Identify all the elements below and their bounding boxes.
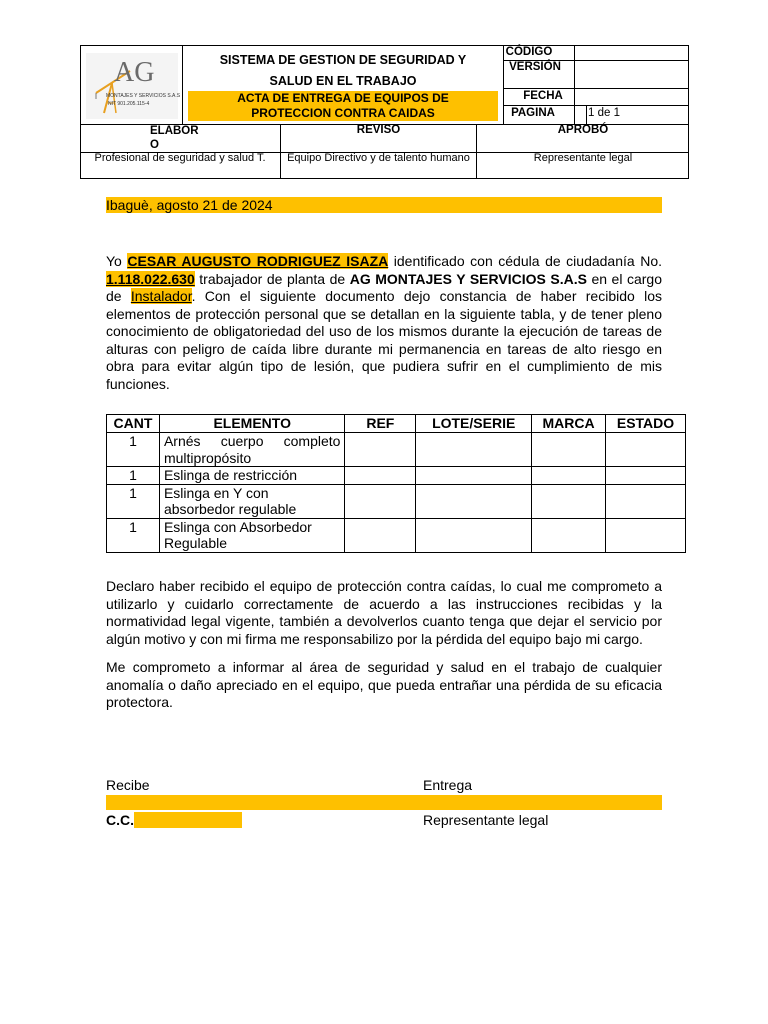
intro-paragraph	[106, 253, 662, 393]
cell-estado	[606, 467, 686, 485]
cell-elemento: Eslinga de restricción	[159, 467, 344, 485]
cell-elemento: Eslinga en Y con absorbedor regulable	[159, 484, 344, 518]
intro-text-5: . Con el siguiente documento dejo constancia de haber recibido los elementos de protección personal que se detallan en la siguiente tabla, y de tener pleno conocimiento de obligatoriedad del uso de los mismos durante la ejecución de tareas de alturas con peligro de caída libre durante mi permanencia en tareas de alto riesgo en obra para evitar algún tipo de lesión, que pudiera sufrir en el cumplimiento de mis funciones.	[106, 288, 662, 392]
logo-line-1: MONTAJES Y SERVICIOS S.A.S	[106, 93, 181, 99]
cell-lote	[416, 433, 532, 467]
cell-lote	[416, 518, 532, 552]
doc-title-2: PROTECCION CONTRA CAIDAS	[251, 106, 435, 120]
cell-estado	[606, 518, 686, 552]
col-ref: REF	[345, 415, 416, 433]
entrega-label: Entrega	[423, 777, 473, 793]
cell-cant: 1	[107, 518, 160, 552]
doc-title-1: ACTA DE ENTREGA DE EQUIPOS DE	[237, 91, 449, 105]
intro-text-3: trabajador de planta de	[194, 270, 350, 287]
col-marca: MARCA	[532, 415, 606, 433]
version-label: VERSIÓN	[509, 61, 561, 73]
fecha-label: FECHA	[523, 90, 563, 102]
signature-line	[106, 795, 662, 810]
cell-marca	[532, 433, 606, 467]
cc-field[interactable]	[134, 812, 242, 828]
cell-estado	[606, 484, 686, 518]
worker-cargo: Instalador	[130, 288, 192, 304]
doc-title-box	[188, 91, 498, 121]
reviso-label: REVISO	[356, 124, 401, 136]
cell-lote	[416, 467, 532, 485]
worker-cedula: 1.118.022.630	[106, 270, 195, 287]
pagina-label: PAGINA	[511, 107, 555, 119]
cell-ref	[345, 467, 416, 485]
aprobo-value: Representante legal	[533, 152, 633, 164]
cell-ref	[345, 518, 416, 552]
cell-elemento: Arnés cuerpo completo multipropósito	[159, 433, 344, 467]
elaboro-label	[150, 124, 199, 152]
reviso-value: Equipo Directivo y de talento humano	[287, 152, 470, 164]
date-line	[106, 197, 662, 213]
table-row	[107, 518, 686, 552]
table-header-row	[107, 415, 686, 433]
elaboro-value: Profesional de seguridad y salud T.	[94, 152, 266, 164]
recibe-label: Recibe	[106, 777, 150, 793]
cell-ref	[345, 484, 416, 518]
cell-marca	[532, 518, 606, 552]
cell-cant: 1	[107, 484, 160, 518]
company-name: AG MONTAJES Y SERVICIOS S.A.S	[349, 270, 587, 287]
equipment-table	[106, 414, 686, 553]
declaration-paragraph-1: Declaro haber recibido el equipo de protección contra caídas, lo cual me comprometo a utilizarlo y cuidarlo correctamente de acuerdo a las instrucciones recibidas y la normatividad legal vigente, también a devolverlos cuanto tenga que dejar el servicio por algún motivo y con mi firma me responsabilizo por la pérdida del equipo bajo mi cargo.	[106, 578, 662, 647]
aprobo-label: APROBÓ	[557, 124, 609, 136]
elaboro-label-1: ELABOR	[150, 125, 199, 137]
cell-lote	[416, 484, 532, 518]
col-estado: ESTADO	[606, 415, 686, 433]
table-row	[107, 484, 686, 518]
table-row	[107, 467, 686, 485]
company-logo	[86, 53, 181, 119]
codigo-label: CÓDIGO	[505, 46, 553, 58]
cell-ref	[345, 433, 416, 467]
cc-label: C.C.	[106, 812, 134, 828]
logo-letters: AG	[114, 57, 155, 88]
system-title-1: SISTEMA DE GESTION DE SEGURIDAD Y	[219, 53, 467, 67]
col-cant: CANT	[107, 415, 160, 433]
table-row	[107, 433, 686, 467]
cell-cant: 1	[107, 433, 160, 467]
cell-marca	[532, 467, 606, 485]
worker-name: CESAR AUGUSTO RODRIGUEZ ISAZA	[127, 253, 389, 269]
elaboro-label-2: O	[150, 139, 159, 151]
date-text: Ibaguè, agosto 21 de 2024	[106, 197, 273, 213]
cell-elemento: Eslinga con Absorbedor Regulable	[159, 518, 344, 552]
system-title-2: SALUD EN EL TRABAJO	[269, 74, 417, 88]
intro-text-4: en el cargo de	[106, 270, 662, 304]
col-lote-serie: LOTE/SERIE	[416, 415, 532, 433]
col-elemento: ELEMENTO	[159, 415, 344, 433]
representante-label: Representante legal	[423, 812, 549, 828]
cell-estado	[606, 433, 686, 467]
declaration-paragraph-2: Me comprometo a informar al área de seguridad y salud en el trabajo de cualquier anomalía o daño apreciado en el equipo, que pueda entrañar una pérdida de su eficacia protectora.	[106, 659, 662, 710]
pagina-value: 1 de 1	[588, 107, 620, 119]
cell-cant: 1	[107, 467, 160, 485]
intro-text-1: Yo	[106, 253, 128, 269]
logo-line-2: NIT 901.205.115-4	[108, 101, 150, 107]
intro-text-2: identificado con cédula de ciudadanía No.	[388, 253, 663, 269]
cell-marca	[532, 484, 606, 518]
